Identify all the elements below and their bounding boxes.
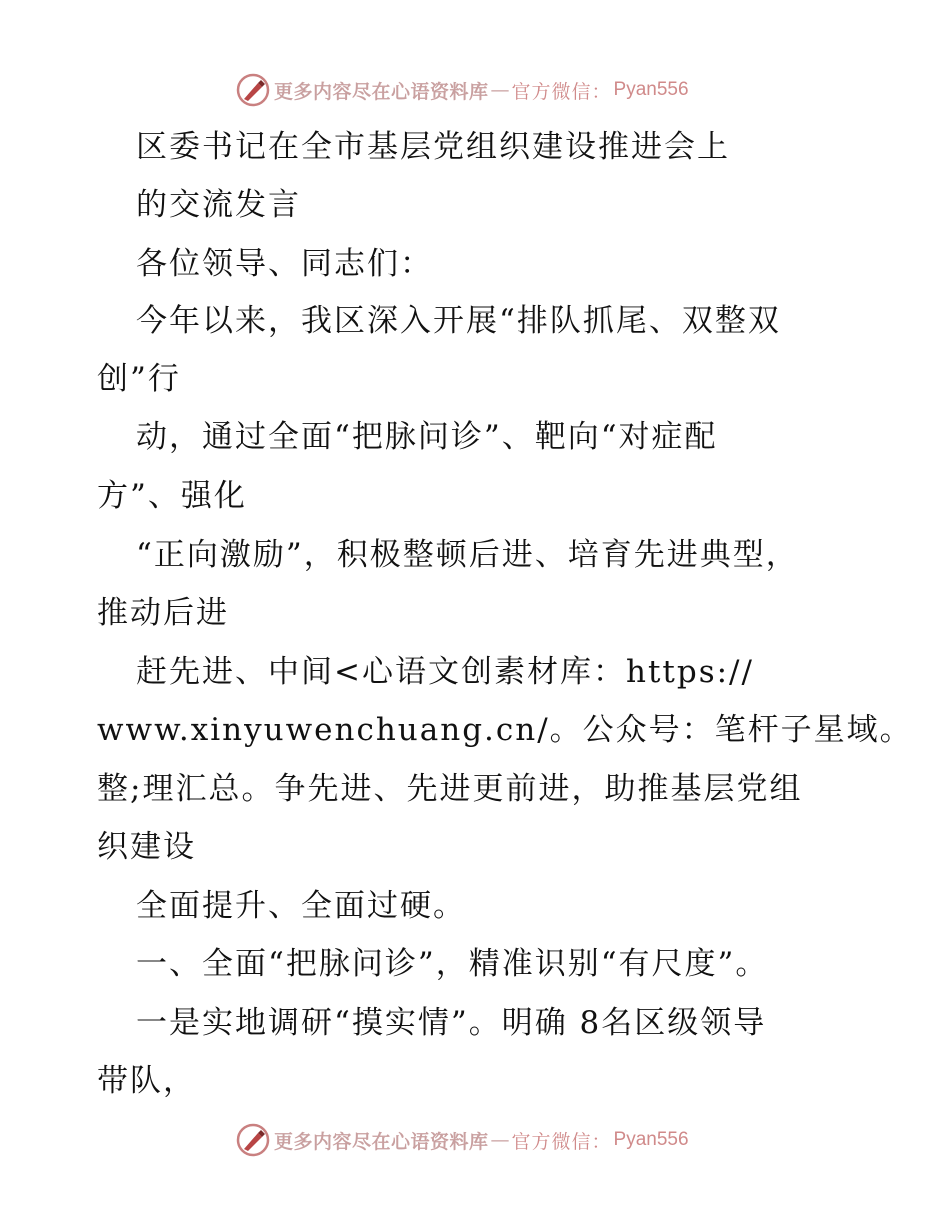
body-line: 赶先进、中间<心语文创素材库：https:// bbox=[136, 654, 754, 690]
document-title-line-1: 区委书记在全市基层党组织建设推进会上 bbox=[136, 129, 730, 165]
banner-wechat-label: 官方微信： bbox=[511, 1130, 612, 1153]
body-line: 今年以来，我区深入开展“排队抓尾、双整双 bbox=[136, 303, 781, 339]
banner-separator: — bbox=[490, 79, 510, 101]
salutation: 各位领导、同志们： bbox=[136, 246, 433, 282]
pen-logo-icon bbox=[236, 1123, 270, 1157]
body-line: 动，通过全面“把脉问诊”、靶向“对症配 bbox=[136, 419, 718, 455]
body-line: 全面提升、全面过硬。 bbox=[136, 888, 466, 924]
body-line: www.xinyuwenchuang.cn/。公众号：笔杆子星域。 bbox=[97, 712, 913, 748]
pen-logo-icon bbox=[236, 73, 270, 107]
body-line: 方”、强化 bbox=[97, 478, 247, 514]
body-line: 一是实地调研“摸实情”。明确 8名区级领导 bbox=[136, 1005, 767, 1041]
banner-wechat-handle: Pyan556 bbox=[613, 79, 689, 100]
body-line: 创”行 bbox=[97, 361, 181, 397]
body-line: 推动后进 bbox=[97, 595, 229, 631]
banner-wechat-label: 官方微信： bbox=[511, 80, 612, 103]
body-line: 整;理汇总。争先进、先进更前进，助推基层党组 bbox=[97, 771, 803, 807]
banner-main-text: 更多内容尽在心语资料库 bbox=[274, 1130, 489, 1153]
body-line: 带队， bbox=[97, 1063, 196, 1099]
section-heading: 一、全面“把脉问诊”，精准识别“有尺度”。 bbox=[136, 946, 769, 982]
body-line: “正向激励”，积极整顿后进、培育先进典型， bbox=[136, 537, 799, 573]
banner-wechat-handle: Pyan556 bbox=[613, 1129, 689, 1150]
banner-separator: — bbox=[490, 1129, 510, 1151]
document-title-line-2: 的交流发言 bbox=[136, 187, 301, 223]
header-banner bbox=[236, 72, 689, 108]
banner-main-text: 更多内容尽在心语资料库 bbox=[274, 80, 489, 103]
body-line: 织建设 bbox=[97, 829, 196, 865]
footer-banner bbox=[236, 1122, 689, 1158]
